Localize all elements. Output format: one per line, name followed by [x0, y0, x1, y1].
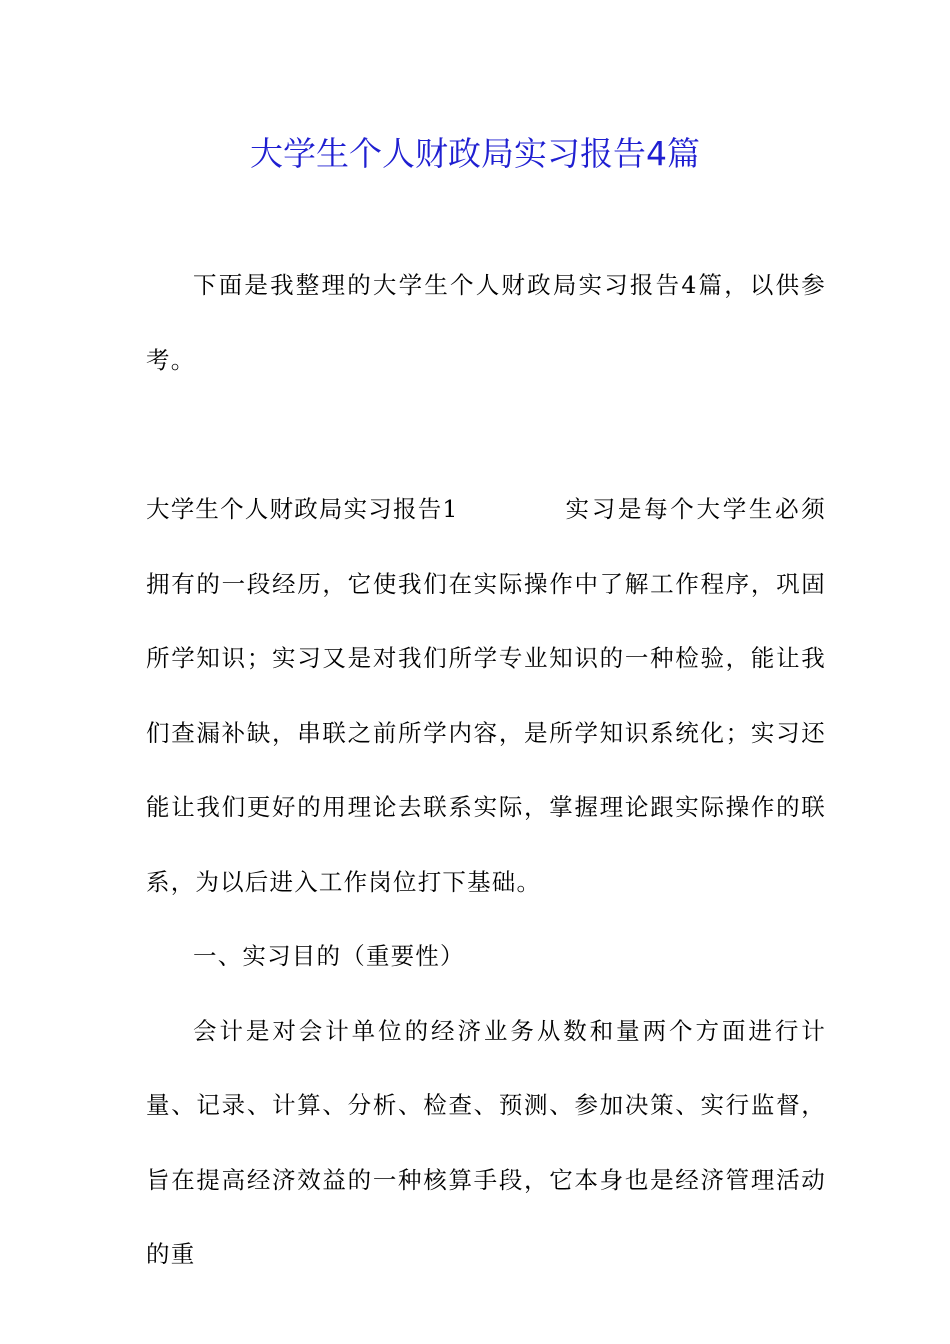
- section-1-heading: 一、实习目的（重要性）: [193, 942, 465, 970]
- report-1-text: 实习是每个大学生必须拥有的一段经历，它使我们在实际操作中了解工作程序，巩固所学知识；实习又是对我们所学专业知识的一种检验，能让我们查漏补缺，串联之前所学内容，是所学知识系统化；实习还能让我们更好的用理论去联系实际，掌握理论跟实际操作的联系，为以后进入工作岗位打下基础。: [146, 495, 826, 896]
- document-title: 大学生个人财政局实习报告4篇: [250, 134, 700, 173]
- report-1-body: [146, 472, 826, 1292]
- intro-paragraph: 下面是我整理的大学生个人财政局实习报告4篇，以供参考。: [146, 271, 826, 374]
- report-1-heading: 大学生个人财政局实习报告1: [146, 495, 459, 523]
- report-1-paragraph: [146, 472, 826, 919]
- section-1-paragraph: 会计是对会计单位的经济业务从数和量两个方面进行计量、记录、计算、分析、检查、预测、参加决策、实行监督，旨在提高经济效益的一种核算手段，它本身也是经济管理活动的重: [146, 1016, 826, 1268]
